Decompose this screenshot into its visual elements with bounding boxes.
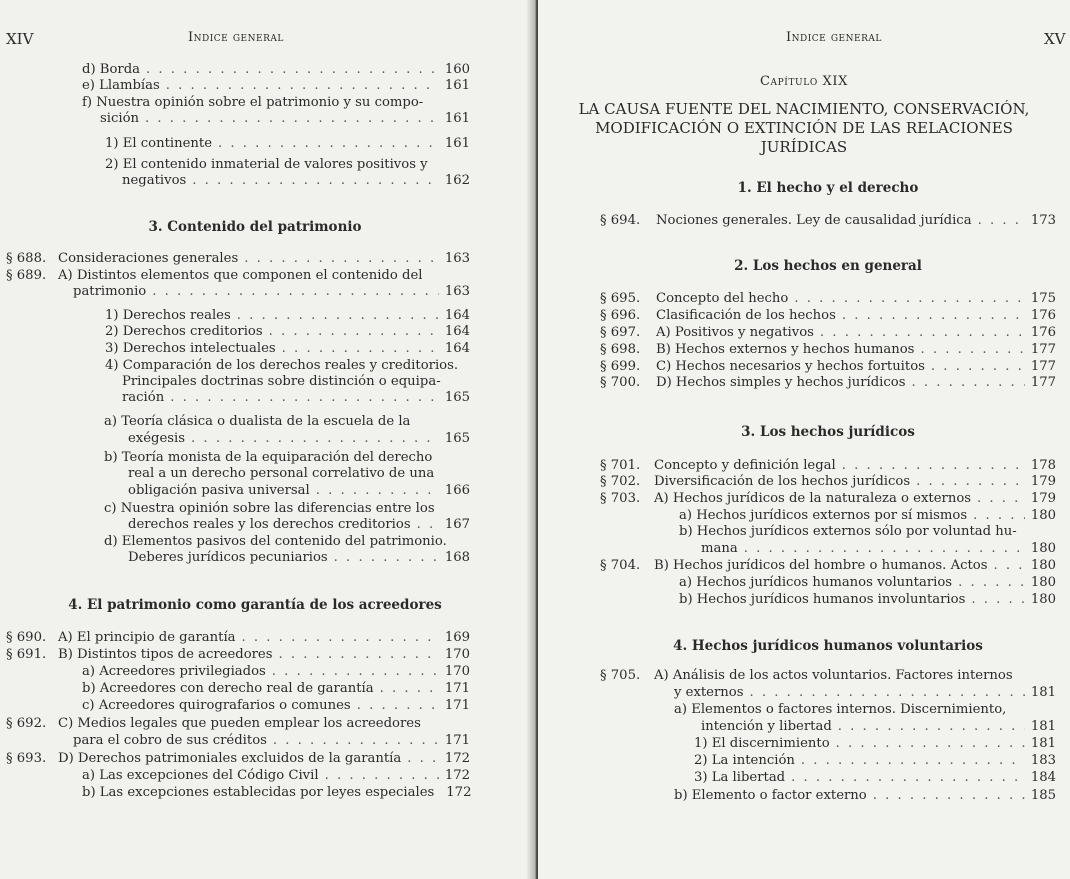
- section-number: § 703.: [600, 491, 641, 506]
- toc-entry: [82, 664, 470, 680]
- toc-entry: [656, 359, 1056, 375]
- section-heading: 1. El hecho y el derecho: [737, 180, 919, 196]
- section-number: § 690.: [6, 630, 47, 645]
- toc-entry: [694, 770, 1056, 786]
- toc-entry-label: obligación pasiva universal: [128, 483, 310, 498]
- toc-entry-label: b) Elemento o factor externo: [674, 788, 867, 803]
- dot-leader: [820, 325, 1025, 341]
- toc-text-line: A) Distintos elementos que componen el contenido del: [58, 268, 423, 283]
- toc-page-number: 164: [444, 324, 470, 339]
- toc-entry: [82, 681, 470, 697]
- dot-leader: [993, 558, 1024, 574]
- toc-text-line: b) Teoría monista de la equiparación del derecho: [104, 450, 433, 465]
- toc-page-number: 171: [444, 681, 470, 696]
- toc-entry: [654, 458, 1056, 474]
- section-heading: 4. El patrimonio como garantía de los acreedores: [68, 597, 442, 613]
- toc-entry-label: Diversificación de los hechos jurídicos: [654, 474, 911, 489]
- toc-entry: [694, 736, 1056, 752]
- toc-entry-label: Consideraciones generales: [58, 251, 239, 266]
- toc-entry-label: 3) Derechos intelectuales: [105, 341, 276, 356]
- toc-entry: [58, 251, 470, 267]
- toc-entry-label: A) El principio de garantía: [58, 630, 236, 645]
- dot-leader: [272, 664, 439, 680]
- section-number: § 694.: [600, 213, 641, 228]
- toc-entry-label: 2) La intención: [694, 753, 795, 768]
- toc-page-number: 167: [444, 517, 470, 532]
- toc-entry: [128, 483, 470, 499]
- dot-leader: [911, 375, 1024, 391]
- section-number: § 689.: [6, 268, 47, 283]
- toc-entry-label: d) Borda: [82, 62, 141, 77]
- toc-entry-label: b) Hechos jurídicos humanos involuntarios: [679, 592, 966, 607]
- dot-leader: [218, 136, 439, 152]
- toc-entry-label: 1) El continente: [105, 136, 212, 151]
- toc-page-number: 175: [1030, 291, 1056, 306]
- section-number: § 698.: [600, 342, 641, 357]
- dot-leader: [279, 647, 439, 663]
- dot-leader: [282, 341, 439, 357]
- toc-text-line: Principales doctrinas sobre distinción o equipa-: [122, 374, 441, 389]
- section-number: § 692.: [6, 716, 47, 731]
- toc-entry-label: ración: [122, 390, 165, 405]
- dot-leader: [273, 733, 439, 749]
- dot-leader: [192, 173, 439, 189]
- toc-page-number: 165: [444, 431, 470, 446]
- toc-page-number: 169: [444, 630, 470, 645]
- toc-entry-label: b) Las excepciones establecidas por leyes especiales: [82, 785, 435, 800]
- toc-entry-label: 1) El discernimiento: [694, 736, 830, 751]
- toc-entry-label: 3) La libertad: [694, 770, 786, 785]
- section-heading: 3. Los hechos jurídicos: [741, 424, 915, 440]
- toc-page-number: 163: [444, 251, 470, 266]
- section-number: § 701.: [600, 458, 641, 473]
- toc-text-line: d) Elementos pasivos del contenido del patrimonio.: [104, 534, 447, 549]
- dot-leader: [978, 213, 1025, 229]
- toc-text-line: f) Nuestra opinión sobre el patrimonio y su compo-: [82, 95, 424, 110]
- toc-entry: [105, 341, 470, 357]
- toc-entry-label: sición: [100, 111, 140, 126]
- toc-page-number: 161: [444, 136, 470, 151]
- dot-leader: [842, 308, 1025, 324]
- section-number: § 695.: [600, 291, 641, 306]
- toc-page-number: 163: [444, 284, 470, 299]
- dot-leader: [146, 62, 439, 78]
- toc-text-line: b) Hechos jurídicos externos sólo por voluntad hu-: [679, 524, 1017, 539]
- chapter-title: [538, 100, 1070, 157]
- toc-entry: [58, 647, 470, 663]
- dot-leader: [873, 788, 1025, 804]
- dot-leader: [801, 753, 1025, 769]
- toc-text-line: a) Teoría clásica o dualista de la escuela de la: [104, 414, 411, 429]
- dot-leader: [357, 698, 439, 714]
- section-number: § 705.: [600, 668, 641, 683]
- toc-entry: [100, 111, 470, 127]
- toc-entry-label: Deberes jurídicos pecuniarios: [128, 550, 328, 565]
- toc-entry-label: para el cobro de sus créditos: [73, 733, 267, 748]
- toc-page-number: 164: [444, 341, 470, 356]
- toc-entry-label: a) Hechos jurídicos externos por sí mismos: [679, 508, 968, 523]
- toc-entry-label: C) Hechos necesarios y hechos fortuitos: [656, 359, 925, 374]
- toc-entry: [82, 62, 470, 78]
- toc-entry: [654, 474, 1056, 490]
- toc-page-number: 170: [444, 664, 470, 679]
- right-running-head: Indice general: [786, 30, 882, 45]
- toc-entry-label: c) Acreedores quirografarios o comunes: [82, 698, 351, 713]
- toc-entry-label: y externos: [674, 685, 744, 700]
- toc-entry: [73, 733, 470, 749]
- dot-leader: [407, 751, 439, 767]
- toc-entry-label: 1) Derechos reales: [105, 308, 231, 323]
- dot-leader: [977, 491, 1025, 507]
- toc-page-number: 179: [1030, 474, 1056, 489]
- toc-entry-label: Nociones generales. Ley de causalidad jurídica: [656, 213, 972, 228]
- toc-page-number: 180: [1030, 558, 1056, 573]
- toc-entry-label: intención y libertad: [701, 719, 832, 734]
- toc-entry-label: a) Hechos jurídicos humanos voluntarios: [679, 575, 953, 590]
- toc-entry-label: a) Acreedores privilegiados: [82, 664, 266, 679]
- section-number: § 688.: [6, 251, 47, 266]
- toc-page-number: 176: [1030, 308, 1056, 323]
- toc-entry-label: D) Derechos patrimoniales excluidos de la garantía: [58, 751, 402, 766]
- toc-page-number: 177: [1030, 342, 1056, 357]
- toc-text-line: A) Análisis de los actos voluntarios. Factores internos: [654, 668, 1013, 683]
- toc-entry: [105, 308, 470, 324]
- toc-entry-label: B) Distintos tipos de acreedores: [58, 647, 273, 662]
- toc-page-number: 177: [1030, 359, 1056, 374]
- toc-page-number: 177: [1030, 375, 1056, 390]
- toc-entry: [58, 751, 470, 767]
- toc-entry: [82, 78, 470, 94]
- toc-entry: [656, 213, 1056, 229]
- toc-entry: [656, 342, 1056, 358]
- toc-entry-label: a) Las excepciones del Código Civil: [82, 768, 319, 783]
- dot-leader: [971, 592, 1024, 608]
- toc-page-number: 168: [444, 550, 470, 565]
- dot-leader: [170, 390, 439, 406]
- toc-entry: [656, 308, 1056, 324]
- section-heading: 2. Los hechos en general: [734, 258, 922, 274]
- toc-entry: [82, 768, 470, 784]
- toc-text-line: real a un derecho personal correlativo de una: [128, 466, 435, 481]
- toc-page-number: 165: [444, 390, 470, 405]
- dot-leader: [417, 517, 439, 533]
- toc-entry: [82, 698, 470, 714]
- toc-entry: [701, 719, 1056, 735]
- dot-leader: [794, 291, 1024, 307]
- toc-entry: [128, 517, 470, 533]
- toc-entry-label: B) Hechos externos y hechos humanos: [656, 342, 915, 357]
- dot-leader: [316, 483, 439, 499]
- dot-leader: [836, 736, 1025, 752]
- section-number: § 693.: [6, 751, 47, 766]
- toc-entry-label: A) Positivos y negativos: [656, 325, 814, 340]
- toc-text-line: c) Nuestra opinión sobre las diferencias entre los: [104, 501, 435, 516]
- toc-entry-label: 2) Derechos creditorios: [105, 324, 263, 339]
- toc-entry: [122, 173, 470, 189]
- toc-page-number: 180: [1030, 575, 1056, 590]
- section-heading: 3. Contenido del patrimonio: [148, 219, 362, 235]
- toc-entry-label: e) Llambías: [82, 78, 160, 93]
- toc-page-number: 178: [1030, 458, 1056, 473]
- toc-page-number: 162: [444, 173, 470, 188]
- toc-entry: [679, 508, 1056, 524]
- toc-page-number: 181: [1030, 719, 1056, 734]
- toc-page-number: 166: [444, 483, 470, 498]
- toc-entry: [122, 390, 470, 406]
- dot-leader: [269, 324, 439, 340]
- dot-leader: [242, 630, 439, 646]
- toc-entry: [694, 753, 1056, 769]
- chapter-label: Capítulo XIX: [760, 74, 848, 89]
- toc-entry-label: D) Hechos simples y hechos jurídicos: [656, 375, 906, 390]
- right-page: [538, 0, 1070, 879]
- toc-entry: [654, 558, 1056, 574]
- toc-entry: [128, 550, 470, 566]
- toc-entry-label: Clasificación de los hechos: [656, 308, 836, 323]
- section-number: § 700.: [600, 375, 641, 390]
- dot-leader: [145, 111, 439, 127]
- toc-text-line: 2) El contenido inmaterial de valores positivos y: [105, 157, 428, 172]
- dot-leader: [380, 681, 439, 697]
- toc-entry: [656, 375, 1056, 391]
- left-running-head: Indice general: [188, 30, 284, 45]
- left-page-number: XIV: [6, 30, 34, 48]
- toc-entry: [679, 575, 1056, 591]
- toc-entry-label: B) Hechos jurídicos del hombre o humanos. Actos: [654, 558, 988, 573]
- toc-entry-label: mana: [701, 541, 738, 556]
- toc-entry: [656, 325, 1056, 341]
- toc-entry: [105, 324, 470, 340]
- toc-page-number: 164: [444, 308, 470, 323]
- toc-page-number: 180: [1030, 508, 1056, 523]
- toc-entry: [679, 592, 1056, 608]
- toc-page-number: 161: [444, 111, 470, 126]
- toc-text-line: 4) Comparación de los derechos reales y creditorios.: [105, 358, 459, 373]
- toc-page-number: 172: [444, 751, 470, 766]
- toc-entry: [105, 136, 470, 152]
- toc-entry-label: Concepto del hecho: [656, 291, 789, 306]
- section-number: § 696.: [600, 308, 641, 323]
- section-number: § 697.: [600, 325, 641, 340]
- toc-entry: [654, 491, 1056, 507]
- toc-entry-label: derechos reales y los derechos creditorios: [128, 517, 411, 532]
- toc-entry-label: A) Hechos jurídicos de la naturaleza o externos: [654, 491, 972, 506]
- toc-entry: [128, 431, 470, 447]
- chapter-title-line: MODIFICACIÓN O EXTINCIÓN DE LAS RELACIONES: [595, 119, 1013, 137]
- dot-leader: [920, 342, 1024, 358]
- toc-page-number: 180: [1030, 541, 1056, 556]
- dot-leader: [958, 575, 1025, 591]
- dot-leader: [916, 474, 1025, 490]
- toc-page-number: 161: [444, 78, 470, 93]
- toc-page-number: 170: [444, 647, 470, 662]
- toc-page-number: 172: [446, 785, 472, 800]
- toc-entry: [656, 291, 1056, 307]
- dot-leader: [237, 308, 439, 324]
- toc-page-number: 181: [1030, 736, 1056, 751]
- toc-page-number: 181: [1030, 685, 1056, 700]
- dot-leader: [191, 431, 439, 447]
- right-page-number: XV: [1044, 30, 1066, 48]
- toc-entry: [701, 541, 1056, 557]
- toc-entry: [58, 630, 470, 646]
- toc-page-number: 185: [1030, 788, 1056, 803]
- toc-entry: [82, 785, 470, 801]
- toc-page-number: 184: [1030, 770, 1056, 785]
- toc-text-line: a) Elementos o factores internos. Discernimiento,: [674, 702, 1007, 717]
- section-number: § 691.: [6, 647, 47, 662]
- toc-entry-label: b) Acreedores con derecho real de garantía: [82, 681, 374, 696]
- section-heading: 4. Hechos jurídicos humanos voluntarios: [673, 638, 983, 654]
- toc-entry: [73, 284, 470, 300]
- toc-page-number: 183: [1030, 753, 1056, 768]
- dot-leader: [334, 550, 439, 566]
- dot-leader: [325, 768, 439, 784]
- dot-leader: [166, 78, 439, 94]
- chapter-title-line: JURÍDICAS: [760, 138, 848, 156]
- toc-page-number: 172: [444, 768, 470, 783]
- toc-page-number: 173: [1030, 213, 1056, 228]
- section-number: § 699.: [600, 359, 641, 374]
- toc-entry-label: patrimonio: [73, 284, 147, 299]
- toc-page-number: 160: [444, 62, 470, 77]
- toc-page-number: 179: [1030, 491, 1056, 506]
- section-number: § 704.: [600, 558, 641, 573]
- toc-page-number: 180: [1030, 592, 1056, 607]
- toc-entry-label: Concepto y definición legal: [654, 458, 836, 473]
- dot-leader: [838, 719, 1025, 735]
- dot-leader: [791, 770, 1025, 786]
- toc-entry: [674, 788, 1056, 804]
- dot-leader: [244, 251, 439, 267]
- dot-leader: [750, 685, 1025, 701]
- toc-page-number: 176: [1030, 325, 1056, 340]
- toc-page-number: 171: [444, 698, 470, 713]
- dot-leader: [842, 458, 1025, 474]
- toc-entry-label: exégesis: [128, 431, 186, 446]
- section-number: § 702.: [600, 474, 641, 489]
- dot-leader: [973, 508, 1025, 524]
- toc-entry-label: negativos: [122, 173, 187, 188]
- dot-leader: [152, 284, 439, 300]
- toc-text-line: C) Medios legales que pueden emplear los acreedores: [58, 716, 421, 731]
- chapter-title-line: LA CAUSA FUENTE DEL NACIMIENTO, CONSERVACIÓN,: [578, 100, 1030, 118]
- toc-page-number: 171: [444, 733, 470, 748]
- dot-leader: [931, 359, 1025, 375]
- toc-entry: [674, 685, 1056, 701]
- dot-leader: [744, 541, 1025, 557]
